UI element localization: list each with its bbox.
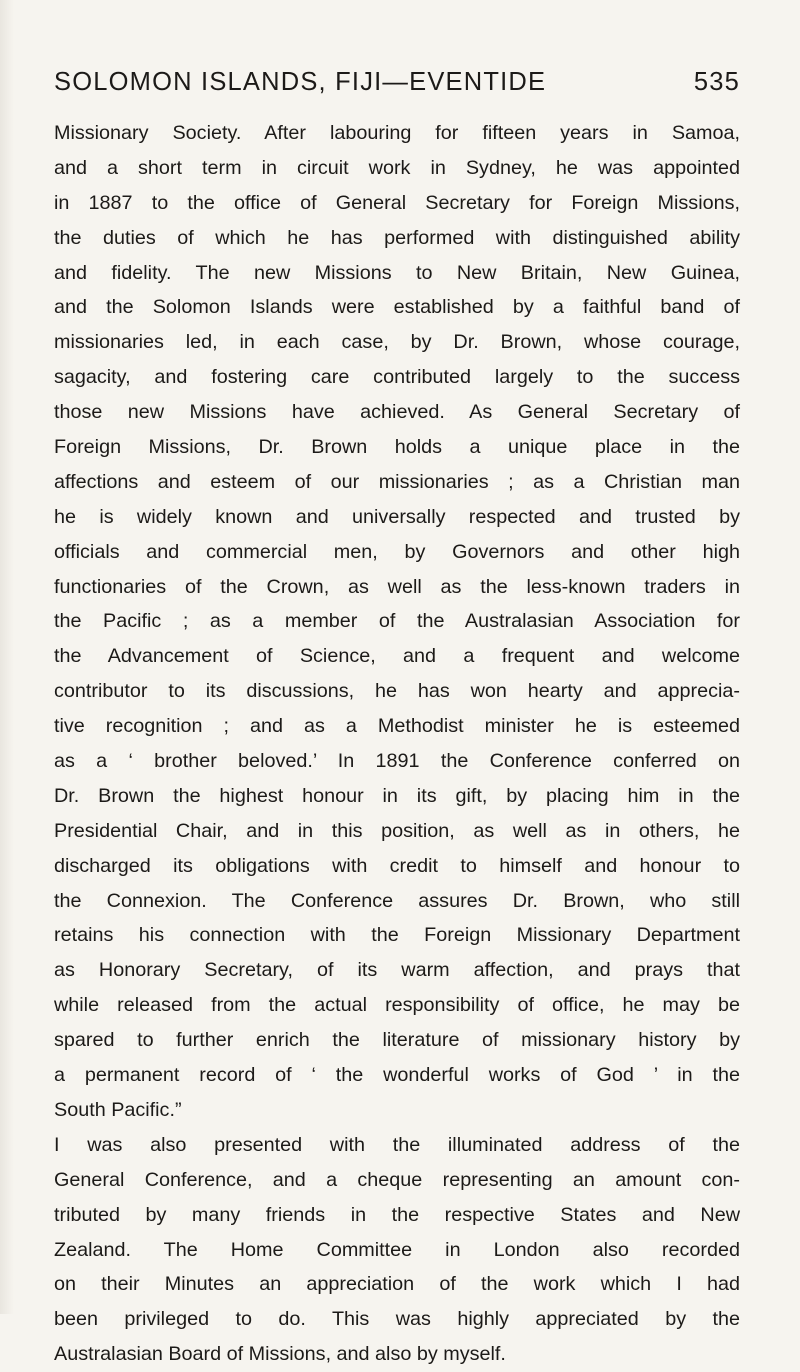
text-line: contributor to its discussions, he has won hearty and apprecia- [54, 680, 740, 703]
text-line: the Advancement of Science, and a frequent and welcome [54, 645, 740, 668]
text-line: tributed by many friends in the respective States and New [54, 1203, 740, 1226]
text-line: a permanent record of ‘ the wonderful works of God ’ in the [54, 1064, 740, 1087]
running-title: SOLOMON ISLANDS, FIJI—EVENTIDE [54, 68, 547, 96]
text-line: while released from the actual responsibility of office, he may be [54, 994, 740, 1017]
text-line: Missionary Society. After labouring for fifteen years in Samoa, [54, 122, 740, 144]
text-line: missionaries led, in each case, by Dr. Brown, whose courage, [54, 331, 740, 354]
text-line: the Pacific ; as a member of the Australasian Association for [54, 610, 740, 633]
text-line: spared to further enrich the literature of missionary history by [54, 1029, 740, 1052]
text-line: officials and commercial men, by Governors and other high [54, 540, 740, 563]
text-line: functionaries of the Crown, as well as the less-known traders in [54, 575, 740, 598]
text-line: discharged its obligations with credit to himself and honour to [54, 854, 740, 877]
text-line: and the Solomon Islands were established by a faithful band of [54, 296, 740, 319]
text-line: I was also presented with the illuminated address of the [54, 1133, 740, 1156]
text-line: Foreign Missions, Dr. Brown holds a unique place in the [54, 436, 740, 459]
text-line: South Pacific.” [54, 1098, 182, 1121]
text-line: been privileged to do. This was highly appreciated by the [54, 1308, 740, 1331]
text-line: the Connexion. The Conference assures Dr. Brown, who still [54, 889, 740, 912]
text-line: and a short term in circuit work in Sydney, he was appointed [54, 156, 740, 179]
text-line: Dr. Brown the highest honour in its gift, by placing him in the [54, 784, 740, 807]
text-line: as a ‘ brother beloved.’ In 1891 the Conference conferred on [54, 750, 740, 773]
text-line: on their Minutes an appreciation of the work which I had [54, 1273, 740, 1296]
text-line: and fidelity. The new Missions to New Britain, New Guinea, [54, 261, 740, 284]
text-line: Presidential Chair, and in this position, as well as in others, he [54, 819, 740, 842]
body-text [54, 116, 740, 1372]
page-gutter-edge [0, 0, 14, 1314]
running-head [54, 68, 740, 108]
text-line: Australasian Board of Missions, and also by myself. [54, 1343, 506, 1366]
text-line: General Conference, and a cheque representing an amount con- [54, 1168, 740, 1191]
text-line: Zealand. The Home Committee in London also recorded [54, 1238, 740, 1261]
text-line: affections and esteem of our missionaries ; as a Christian man [54, 470, 740, 493]
text-line: sagacity, and fostering care contributed largely to the success [54, 366, 740, 389]
text-line: those new Missions have achieved. As General Secretary of [54, 401, 740, 424]
text-line: retains his connection with the Foreign Missionary Department [54, 924, 740, 947]
page-number: 535 [693, 68, 740, 96]
text-line: the duties of which he has performed with distinguished ability [54, 226, 740, 249]
text-line: he is widely known and universally respected and trusted by [54, 505, 740, 528]
text-line: as Honorary Secretary, of its warm affection, and prays that [54, 959, 740, 982]
text-line: in 1887 to the office of General Secretary for Foreign Missions, [54, 191, 740, 214]
text-line: tive recognition ; and as a Methodist minister he is esteemed [54, 715, 740, 738]
